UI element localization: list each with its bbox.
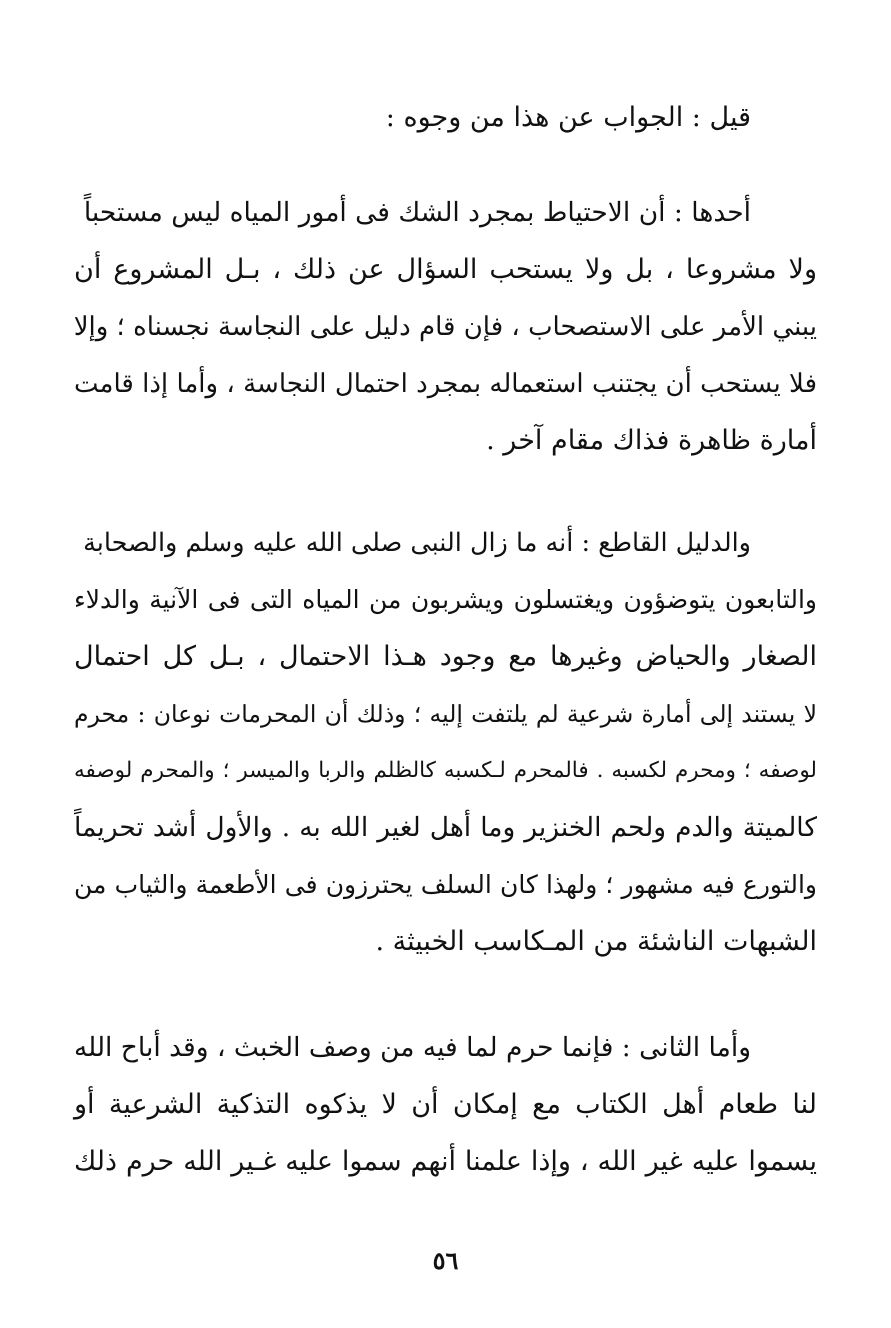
paragraph-3-line-1: وأما الثانى : فإنما حرم لما فيه من وصف الخبث ، وقد أباح الله <box>73 1032 751 1063</box>
paragraph-1-line-5: أمارة ظاهرة فذاك مقام آخر . <box>486 425 817 456</box>
paragraph-2-line-2: والتابعون يتوضؤون ويغتسلون ويشربون من المياه التى فى الآنية والدلاء <box>74 585 817 614</box>
paragraph-1-line-2: ولا مشروعا ، بل ولا يستحب السؤال عن ذلك ، بـل المشروع أن <box>74 254 817 285</box>
paragraph-2-line-8: الشبهات الناشئة من المـكاسب الخبيثة . <box>375 926 817 957</box>
paragraph-2-line-5: لوصفه ؛ ومحرم لكسبه . فالمحرم لـكسبه كالظلم والربا والميسر ؛ والمحرم لوصفه <box>74 758 817 783</box>
paragraph-2-line-1: والدليل القاطع : أنه ما زال النبى صلى الله عليه وسلم والصحابة <box>83 528 751 558</box>
paragraph-2-line-6: كالميتة والدم ولحم الخنزير وما أهل لغير الله به . والأول أشد تحريماً <box>74 812 817 843</box>
paragraph-2-line-4: لا يستند إلى أمارة شرعية لم يلتفت إليه ؛ وذلك أن المحرمات نوعان : محرم <box>74 700 817 728</box>
paragraph-2-line-7: والتورع فيه مشهور ؛ ولهذا كان السلف يحترزون فى الأطعمة والثياب من <box>74 870 817 899</box>
paragraph-1-line-1: أحدها : أن الاحتياط بمجرد الشك فى أمور المياه ليس مستحباً <box>83 197 751 228</box>
paragraph-1-line-4: فلا يستحب أن يجتنب استعماله بمجرد احتمال النجاسة ، وأما إذا قامت <box>74 369 817 399</box>
paragraph-1-line-3: يبني الأمر على الاستصحاب ، فإن قام دليل على النجاسة نجسناه ؛ وإلا <box>73 312 817 342</box>
paragraph-3-line-3: يسموا عليه غير الله ، وإذا علمنا أنهم سموا عليه غـير الله حرم ذلك <box>74 1146 817 1177</box>
paragraph-2-line-3: الصغار والحياض وغيرها مع وجود هـذا الاحتمال ، بـل كل احتمال <box>74 641 817 672</box>
page-number: ٥٦ <box>432 1246 459 1275</box>
paragraph-3-line-2: لنا طعام أهل الكتاب مع إمكان أن لا يذكوه التذكية الشرعية أو <box>74 1089 817 1120</box>
section-heading: قيل : الجواب عن هذا من وجوه : <box>385 102 751 133</box>
